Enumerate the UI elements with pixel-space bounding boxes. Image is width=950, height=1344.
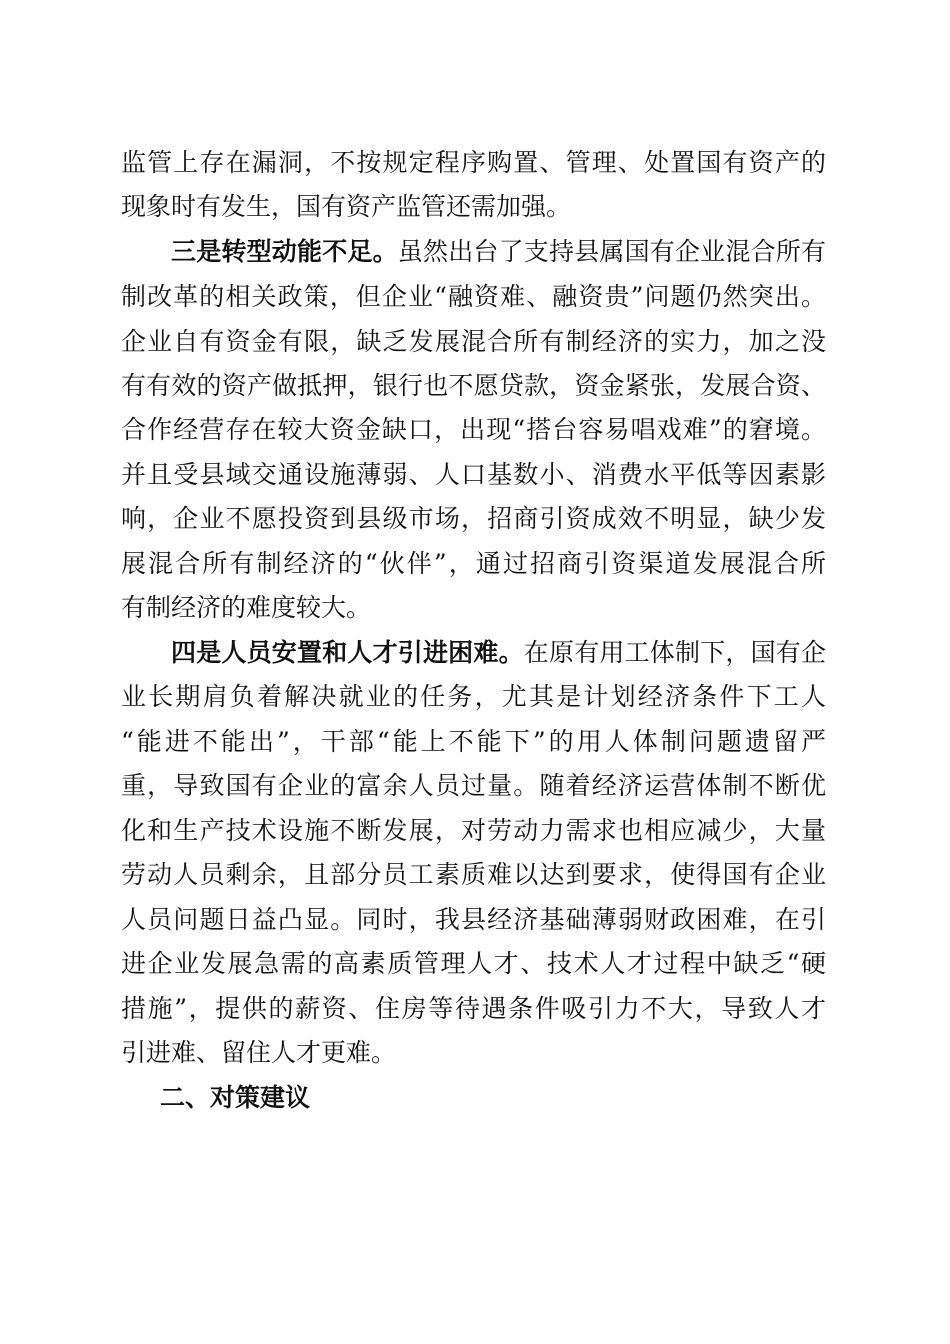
paragraph-3-line-7: 人员问题日益凸显。同时，我县经济基础薄弱财政困难，在引	[121, 905, 826, 934]
paragraph-2-line-9: 有制经济的难度较大。	[121, 593, 372, 622]
paragraph-3-line-8: 进企业发展急需的高素质管理人才、技术人才过程中缺乏“硬	[121, 949, 826, 978]
paragraph-3-lead: 四是人员安置和人才引进困难。	[171, 638, 524, 667]
paragraph-2-line-7: 响，企业不愿投资到县级市场，招商引资成效不明显，缺少发	[121, 504, 826, 533]
paragraph-3-line-3: “能进不能出”，干部“能上不能下”的用人体制问题遗留严	[121, 727, 826, 756]
paragraph-3-line-9: 措施”，提供的薪资、住房等待遇条件吸引力不大，导致人才	[121, 994, 826, 1023]
paragraph-3-line-5: 化和生产技术设施不断发展，对劳动力需求也相应减少，大量	[121, 816, 826, 845]
paragraph-2-line-1	[171, 230, 826, 274]
paragraph-2-line-5: 合作经营存在较大资金缺口，出现“搭台容易唱戏难”的窘境。	[121, 415, 826, 444]
paragraph-2-line-6: 并且受县域交通设施薄弱、人口基数小、消费水平低等因素影	[121, 460, 826, 489]
paragraph-3-line-10: 引进难、留住人才更难。	[121, 1038, 397, 1067]
paragraph-1-line-2: 现象时有发生，国有资产监管还需加强。	[121, 192, 572, 221]
paragraph-2-line-2: 制改革的相关政策，但企业“融资难、融资贵”问题仍然突出。	[121, 282, 826, 311]
paragraph-3-line-2: 业长期肩负着解决就业的任务，尤其是计划经济条件下工人	[121, 682, 826, 711]
paragraph-1-line-1: 监管上存在漏洞，不按规定程序购置、管理、处置国有资产的	[121, 148, 826, 177]
paragraph-2-line-8: 展混合所有制经济的“伙伴”，通过招商引资渠道发展混合所	[121, 549, 826, 578]
paragraph-2-line-3: 企业自有资金有限，缺乏发展混合所有制经济的实力，加之没	[121, 327, 826, 356]
section-heading: 二、对策建议	[160, 1083, 311, 1112]
paragraph-3-line-6: 劳动人员剩余，且部分员工素质难以达到要求，使得国有企业	[121, 860, 826, 889]
paragraph-2-lead: 三是转型动能不足。	[171, 237, 398, 266]
paragraph-2-line-4: 有有效的资产做抵押，银行也不愿贷款，资金紧张，发展合资、	[121, 371, 826, 400]
paragraph-3-line-1	[171, 631, 826, 675]
paragraph-3-line-4: 重，导致国有企业的富余人员过量。随着经济运营体制不断优	[121, 771, 826, 800]
paragraph-3-first-rest: 在原有用工体制下，国有企	[523, 638, 826, 667]
paragraph-2-first-rest: 虽然出台了支持县属国有企业混合所有	[397, 237, 826, 266]
